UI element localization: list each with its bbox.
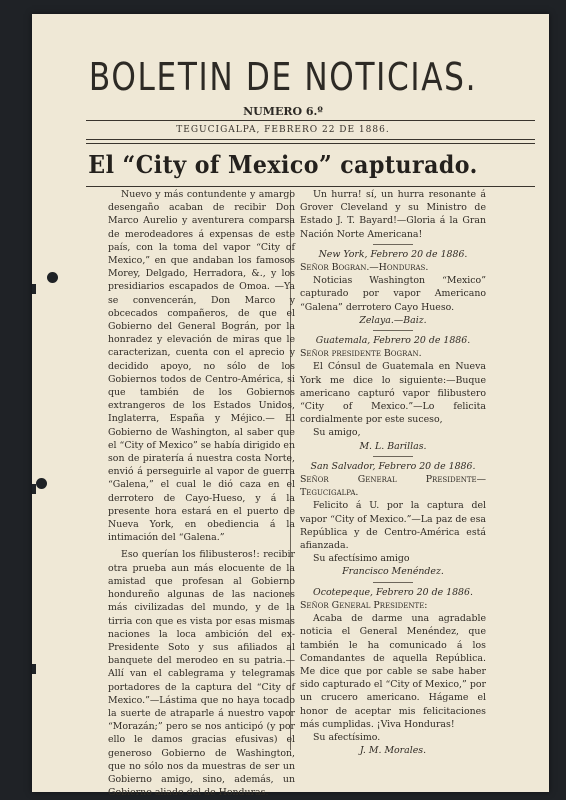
punch-hole [47,272,58,283]
headline: El “City of Mexico” capturado. [88,150,478,179]
telegram-signature: M. L. Barillas. [359,440,427,452]
telegram-addressee: Señor General Presidente—Tegucigalpa. [300,474,486,499]
telegram-addressee: Señor presidente Bogran. [300,348,422,360]
telegram-body: Acaba de darme una agradable noticia el General Menéndez, que también le ha comunicado á los Comandantes de aquella República. Me dice que por cable se sabe haber sido capturado el “City of Mexico,” por un crucero americano. Hágame el honor de aceptar mis felicitaciones más cumplidas. ¡Viva Honduras! [300,613,486,730]
telegram-signature: Zelaya.—Baiz. [359,314,427,326]
paper-tear [32,284,36,294]
punch-hole [36,478,47,489]
telegram-dateline: San Salvador, Febrero 20 de 1886. [310,460,476,472]
article-paragraph: Un hurra! sí, un hurra resonante á Grover Cleveland y su Ministro de Estado J. T. Bayard!—Gloria á la Gran Nación Norte Americana! [300,189,486,240]
telegram-signature: Francisco Menéndez. [342,566,444,578]
telegram-dateline: New York, Febrero 20 de 1886. [318,248,468,260]
short-rule [373,456,413,457]
telegram-dateline: Ocotepeque, Febrero 20 de 1886. [313,586,473,598]
masthead-title: BOLETIN DE NOTICIAS. [88,55,478,99]
rule [86,139,535,140]
dateline: TEGUCIGALPA, FEBRERO 22 DE 1886. [176,125,390,135]
rule [86,186,535,187]
article-paragraph: Nuevo y más contundente y amargo desengaño acaban de recibir Don Marco Aurelio y aventurera comparsa de merodeadores á expensas de este país, con la toma del vapor “City of Mexico,” en que andaban los famosos Morey, Delgado, Herradora, &., y los presidiarios escapados de Omoa. —Ya se convencerán, Don Marco y obcecados compañeros, de que el Gobierno del General Bográn, por la honradez y elevación de miras que le caracterizan, cuenta con el aprecio y decidido apoyo, no sólo de los Gobiernos todos de Centro-América, si que también de los Gobiernos extrangeros de los Estados Unidos, Inglaterra, España y Méjico.— El Gobierno de Washington, al saber que el “City of Mexico” se había dirigido en son de piratería á nuestra costa Norte, envió á perseguirle al vapor de guerra “Galena,” el cual le dió caza en el derrotero de Cayo-Hueso, y á la presente hora estará en el puerto de Nueva York, en obediencia á la intimación del “Galena.” [108,189,295,544]
telegram-closing: Su afectísimo. [313,731,381,743]
left-column [108,188,295,799]
telegram-signature: J. M. Morales. [359,745,427,757]
rule [86,120,535,121]
short-rule [373,244,413,245]
paper-tear [32,664,36,674]
telegram-dateline: Guatemala, Febrero 20 de 1886. [315,335,471,347]
telegram-body: El Cónsul de Guatemala en Nueva York me dice lo siguiente:—Buque americano capturó vapor filibustero “City of Mexico.”—Lo felicita cordialmente por este suceso, [300,361,486,426]
telegram-body: Noticias Washington “Mexico” capturado por vapor Americano “Galena” derrotero Cayo Hueso. [300,275,486,313]
issue-number: NUMERO 6.º [243,105,323,118]
rule [86,143,535,144]
article-paragraph: Eso querían los filibusteros!: recibir otra prueba aun más elocuente de la amistad que profesan al Gobierno hondureño algunas de las naciones más civilizadas del mundo, y de la tirria con que es vista por esas mismas naciones la loca ambición del ex-Presidente Soto y sus afiliados al banquete del merodeo en su patria.—Allí van el cablegrama y telegramas portadores de la captura del “City of Mexico.”—Lástima que no haya tocado la suerte de atraparle á nuestro vapor “Morazán;” pero se nos anticipó (y por ello le damos gracias efusivas) el generoso Gobierno de Washington, que no sólo nos da muestras de ser un Gobierno amigo, sino, además, un Gobierno aliado del de Honduras. [108,549,295,799]
telegram-addressee: Señor General Presidente: [300,599,428,611]
telegram-closing: Su amigo, [313,427,361,439]
telegram-body: Felicito á U. por la captura del vapor “City of Mexico.”—La paz de esa República y de Centro-América está afianzada. [300,500,486,552]
right-column [300,188,486,757]
short-rule [373,330,413,331]
telegram-addressee: Señor Bogran.—Honduras. [300,262,429,274]
telegram-closing: Su afectísimo amigo [313,553,410,565]
short-rule [373,582,413,583]
